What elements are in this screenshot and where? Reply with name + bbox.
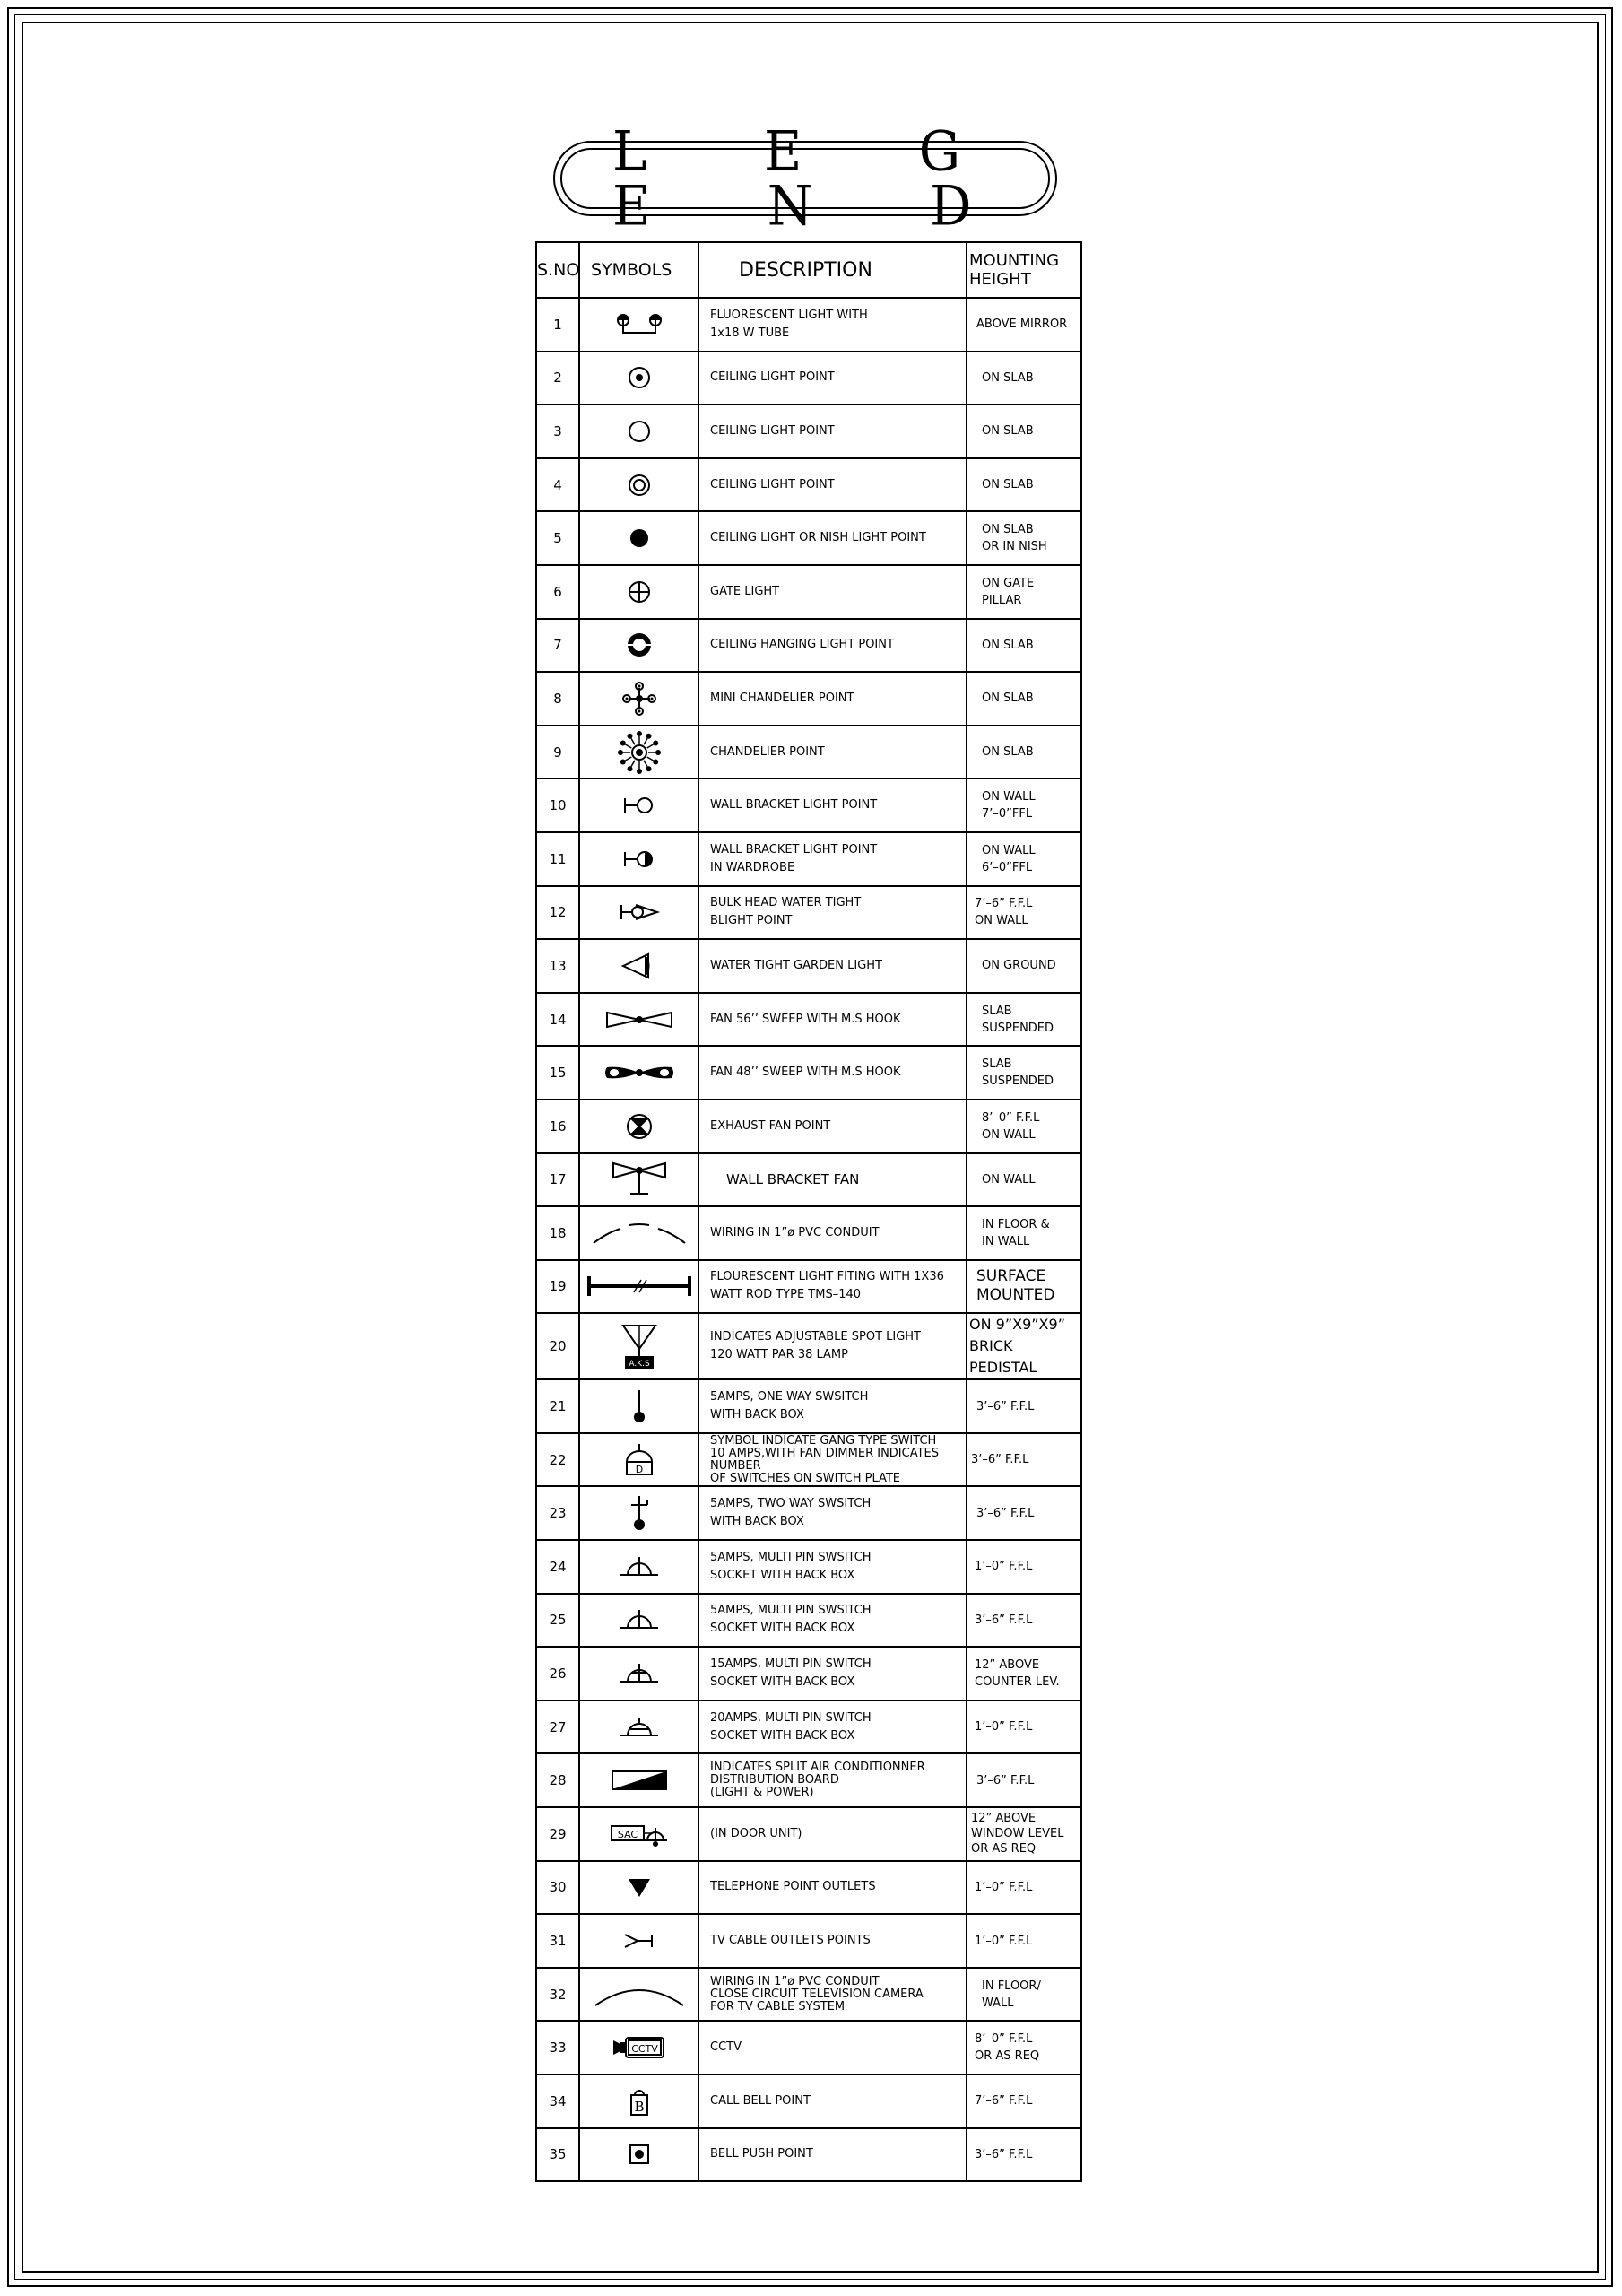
row-mounting-height: 3’–6” F.F.L [967, 1486, 1081, 1540]
table-row [536, 352, 1081, 405]
gate-light-icon [580, 578, 698, 605]
table-row [536, 1647, 1081, 1700]
row-symbol [579, 404, 698, 458]
row-number: 29 [536, 1807, 579, 1861]
row-description: BULK HEAD WATER TIGHT BLIGHT POINT [698, 886, 967, 940]
row-symbol [579, 886, 698, 940]
row-number: 4 [536, 458, 579, 512]
row-mounting-height: ON SLAB [967, 672, 1081, 726]
fan-56-icon [580, 1009, 698, 1031]
tv-outlet-icon [580, 1931, 698, 1951]
cctv-camera-icon [580, 2035, 698, 2060]
row-number: 34 [536, 2074, 579, 2128]
row-symbol [579, 1968, 698, 2022]
row-symbol [579, 1046, 698, 1100]
distribution-board-icon [580, 1769, 698, 1792]
row-number: 9 [536, 726, 579, 779]
svg-text:SAC: SAC [617, 1828, 638, 1840]
table-row [536, 832, 1081, 886]
row-symbol [579, 726, 698, 779]
row-description: CCTV [698, 2021, 967, 2074]
row-description: TV CABLE OUTLETS POINTS [698, 1914, 967, 1968]
ceiling-light-point-double-circle-icon [580, 472, 698, 499]
row-number: 23 [536, 1486, 579, 1540]
table-row [536, 1753, 1081, 1807]
row-description: 5AMPS, MULTI PIN SWSITCH SOCKET WITH BACK BOX [698, 1594, 967, 1648]
table-row [536, 726, 1081, 779]
table-row [536, 404, 1081, 458]
row-number: 35 [536, 2128, 579, 2182]
row-mounting-height: ON 9”X9”X9” BRICK PEDISTAL [967, 1313, 1081, 1379]
split-ac-indoor-icon [580, 1821, 698, 1848]
exhaust-fan-icon [580, 1112, 698, 1141]
row-mounting-height: 3’–6” F.F.L [967, 1379, 1081, 1433]
row-description: 5AMPS, MULTI PIN SWSITCH SOCKET WITH BACK BOX [698, 1540, 967, 1594]
row-description: FAN 48’’ SWEEP WITH M.S HOOK [698, 1046, 967, 1100]
row-mounting-height: 1’–0” F.F.L [967, 1861, 1081, 1915]
row-description: WALL BRACKET LIGHT POINT [698, 778, 967, 832]
bulk-head-light-icon [580, 900, 698, 925]
row-symbol [579, 1647, 698, 1700]
row-mounting-height: ON SLAB [967, 404, 1081, 458]
row-symbol [579, 1206, 698, 1260]
svg-text:A.K.S: A.K.S [628, 1360, 650, 1370]
row-description: TELEPHONE POINT OUTLETS [698, 1861, 967, 1915]
row-symbol [579, 298, 698, 352]
table-row [536, 619, 1081, 673]
row-mounting-height: 1’–0” F.F.L [967, 1700, 1081, 1754]
row-number: 27 [536, 1700, 579, 1754]
row-number: 28 [536, 1753, 579, 1807]
row-mounting-height: ON SLAB OR IN NISH [967, 511, 1081, 565]
table-row [536, 1914, 1081, 1968]
row-number: 26 [536, 1647, 579, 1700]
row-symbol [579, 1486, 698, 1540]
ceiling-hanging-light-icon [580, 631, 698, 659]
table-row [536, 1486, 1081, 1540]
row-number: 7 [536, 619, 579, 673]
row-mounting-height: 12” ABOVE COUNTER LEV. [967, 1647, 1081, 1700]
row-mounting-height: 1’–0” F.F.L [967, 1914, 1081, 1968]
row-description: FLOURESCENT LIGHT FITING WITH 1X36 WATT ROD TYPE TMS–140 [698, 1260, 967, 1314]
ceiling-light-point-circle-icon [580, 418, 698, 445]
row-mounting-height: IN FLOOR & IN WALL [967, 1206, 1081, 1260]
row-symbol [579, 2074, 698, 2128]
row-number: 3 [536, 404, 579, 458]
row-number: 1 [536, 298, 579, 352]
legend-table [535, 241, 1082, 2182]
row-symbol [579, 352, 698, 405]
row-symbol [579, 1379, 698, 1433]
row-description: INDICATES SPLIT AIR CONDITIONNER DISTRIBUTION BOARD (LIGHT & POWER) [698, 1753, 967, 1807]
row-mounting-height: SLAB SUSPENDED [967, 993, 1081, 1047]
row-mounting-height: ON SLAB [967, 726, 1081, 779]
table-row [536, 565, 1081, 619]
row-description: CEILING LIGHT POINT [698, 404, 967, 458]
chandelier-icon [580, 729, 698, 776]
row-number: 10 [536, 778, 579, 832]
table-row [536, 1260, 1081, 1314]
row-symbol [579, 939, 698, 993]
row-number: 13 [536, 939, 579, 993]
row-mounting-height: ABOVE MIRROR [967, 298, 1081, 352]
table-row [536, 2074, 1081, 2128]
row-description: WIRING IN 1”ø PVC CONDUIT CLOSE CIRCUIT TELEVISION CAMERA FOR TV CABLE SYSTEM [698, 1968, 967, 2022]
conduit-arc-icon [580, 1980, 698, 2009]
row-symbol [579, 1700, 698, 1754]
row-number: 22 [536, 1433, 579, 1487]
row-description: CALL BELL POINT [698, 2074, 967, 2128]
row-description: WIRING IN 1”ø PVC CONDUIT [698, 1206, 967, 1260]
row-mounting-height: ON GROUND [967, 939, 1081, 993]
row-symbol [579, 832, 698, 886]
header-description: DESCRIPTION [698, 242, 967, 298]
table-row [536, 1206, 1081, 1260]
row-number: 16 [536, 1100, 579, 1153]
row-symbol [579, 2021, 698, 2074]
header-row [536, 242, 1081, 298]
table-row [536, 993, 1081, 1047]
telephone-outlet-icon [580, 1875, 698, 1899]
row-number: 12 [536, 886, 579, 940]
row-number: 20 [536, 1313, 579, 1379]
row-description: 5AMPS, ONE WAY SWSITCH WITH BACK BOX [698, 1379, 967, 1433]
table-row [536, 1433, 1081, 1487]
row-mounting-height: 8’–0” F.F.L OR AS REQ [967, 2021, 1081, 2074]
row-symbol [579, 2128, 698, 2182]
row-mounting-height: 12” ABOVE WINDOW LEVEL OR AS REQ [967, 1807, 1081, 1861]
row-description: 5AMPS, TWO WAY SWSITCH WITH BACK BOX [698, 1486, 967, 1540]
row-mounting-height: ON SLAB [967, 458, 1081, 512]
fan-48-icon [580, 1062, 698, 1083]
row-mounting-height: IN FLOOR/ WALL [967, 1968, 1081, 2022]
row-symbol [579, 993, 698, 1047]
table-row [536, 1313, 1081, 1379]
spot-light-icon [580, 1322, 698, 1370]
row-description: SYMBOL INDICATE GANG TYPE SWITCH 10 AMPS,WITH FAN DIMMER INDICATES NUMBER OF SWITCHES ON SWITCH PLATE [698, 1433, 967, 1487]
table-row [536, 1700, 1081, 1754]
row-description: FAN 56’’ SWEEP WITH M.S HOOK [698, 993, 967, 1047]
row-mounting-height: ON WALL [967, 1153, 1081, 1207]
row-symbol [579, 1313, 698, 1379]
row-number: 6 [536, 565, 579, 619]
row-symbol [579, 511, 698, 565]
row-mounting-height: 1’–0” F.F.L [967, 1540, 1081, 1594]
socket-20a-icon [580, 1714, 698, 1741]
mini-chandelier-icon [580, 681, 698, 717]
row-number: 5 [536, 511, 579, 565]
multi-pin-socket-icon [580, 1553, 698, 1580]
row-description: MINI CHANDELIER POINT [698, 672, 967, 726]
row-symbol [579, 1914, 698, 1968]
row-number: 21 [536, 1379, 579, 1433]
call-bell-icon [580, 2086, 698, 2117]
svg-text:D: D [635, 1463, 643, 1475]
header-sno: S.NO [536, 242, 579, 298]
table-row [536, 511, 1081, 565]
row-number: 8 [536, 672, 579, 726]
row-mounting-height: 3’–6” F.F.L [967, 1594, 1081, 1648]
socket-15a-icon [580, 1660, 698, 1687]
row-symbol [579, 1753, 698, 1807]
row-symbol [579, 778, 698, 832]
table-row [536, 939, 1081, 993]
row-symbol [579, 672, 698, 726]
row-mounting-height: ON SLAB [967, 352, 1081, 405]
row-description: CEILING HANGING LIGHT POINT [698, 619, 967, 673]
table-row [536, 298, 1081, 352]
row-symbol [579, 619, 698, 673]
row-symbol [579, 1100, 698, 1153]
gang-switch-icon [580, 1442, 698, 1478]
table-row [536, 672, 1081, 726]
row-number: 19 [536, 1260, 579, 1314]
wall-bracket-light-wardrobe-icon [580, 848, 698, 870]
row-symbol [579, 458, 698, 512]
row-mounting-height: ON SLAB [967, 619, 1081, 673]
header-mounting-height: MOUNTING HEIGHT [967, 242, 1081, 298]
row-description: CEILING LIGHT POINT [698, 352, 967, 405]
row-mounting-height: 3’–6” F.F.L [967, 2128, 1081, 2182]
row-description: GATE LIGHT [698, 565, 967, 619]
row-number: 14 [536, 993, 579, 1047]
multi-pin-socket-icon [580, 1606, 698, 1633]
row-description: INDICATES ADJUSTABLE SPOT LIGHT 120 WATT PAR 38 LAMP [698, 1313, 967, 1379]
row-symbol [579, 1153, 698, 1207]
table-row [536, 2021, 1081, 2074]
svg-text:B: B [633, 2098, 645, 2115]
svg-text:CCTV: CCTV [630, 2043, 658, 2056]
row-number: 24 [536, 1540, 579, 1594]
table-row [536, 1379, 1081, 1433]
table-row [536, 1861, 1081, 1915]
row-mounting-height: ON WALL 6’–0”FFL [967, 832, 1081, 886]
row-mounting-height: ON WALL 7’–0”FFL [967, 778, 1081, 832]
row-number: 30 [536, 1861, 579, 1915]
row-mounting-height: 3’–6” F.F.L [967, 1753, 1081, 1807]
row-description: CEILING LIGHT POINT [698, 458, 967, 512]
row-description: 20AMPS, MULTI PIN SWITCH SOCKET WITH BACK BOX [698, 1700, 967, 1754]
row-number: 32 [536, 1968, 579, 2022]
row-symbol [579, 1807, 698, 1861]
row-mounting-height: SLAB SUSPENDED [967, 1046, 1081, 1100]
table-row [536, 1153, 1081, 1207]
bell-push-icon [580, 2143, 698, 2166]
row-number: 15 [536, 1046, 579, 1100]
fluorescent-light-icon [580, 309, 698, 340]
garden-light-icon [580, 951, 698, 981]
row-number: 2 [536, 352, 579, 405]
row-mounting-height: SURFACE MOUNTED [967, 1260, 1081, 1314]
one-way-switch-icon [580, 1387, 698, 1426]
row-mounting-height: ON GATE PILLAR [967, 565, 1081, 619]
conduit-wiring-icon [580, 1220, 698, 1247]
row-number: 11 [536, 832, 579, 886]
legend-title: L E G E N D [612, 118, 1022, 239]
row-symbol [579, 1433, 698, 1487]
row-description: CHANDELIER POINT [698, 726, 967, 779]
table-row [536, 2128, 1081, 2182]
table-row [536, 1968, 1081, 2022]
row-symbol [579, 1260, 698, 1314]
row-description: WATER TIGHT GARDEN LIGHT [698, 939, 967, 993]
row-description: BELL PUSH POINT [698, 2128, 967, 2182]
row-number: 31 [536, 1914, 579, 1968]
wall-bracket-fan-icon [580, 1160, 698, 1199]
row-description: WALL BRACKET LIGHT POINT IN WARDROBE [698, 832, 967, 886]
table-row [536, 778, 1081, 832]
row-description: 15AMPS, MULTI PIN SWITCH SOCKET WITH BACK BOX [698, 1647, 967, 1700]
row-symbol [579, 565, 698, 619]
row-description: FLUORESCENT LIGHT WITH 1x18 W TUBE [698, 298, 967, 352]
table-row [536, 458, 1081, 512]
table-row [536, 1100, 1081, 1153]
row-number: 17 [536, 1153, 579, 1207]
row-mounting-height: 8’–0” F.F.L ON WALL [967, 1100, 1081, 1153]
wall-bracket-light-icon [580, 795, 698, 816]
legend-body [536, 298, 1081, 2181]
two-way-switch-icon [580, 1492, 698, 1534]
row-number: 18 [536, 1206, 579, 1260]
table-row [536, 1807, 1081, 1861]
row-symbol [579, 1540, 698, 1594]
legend-title-box [553, 118, 1057, 239]
filled-circle-icon [580, 525, 698, 552]
row-number: 25 [536, 1594, 579, 1648]
row-mounting-height: 3’–6” F.F.L [967, 1433, 1081, 1487]
row-mounting-height: 7’–6” F.F.L ON WALL [967, 886, 1081, 940]
ceiling-light-point-dot-icon [580, 364, 698, 391]
table-row [536, 886, 1081, 940]
row-description: WALL BRACKET FAN [698, 1153, 967, 1207]
row-number: 33 [536, 2021, 579, 2074]
header-symbols: SYMBOLS [579, 242, 698, 298]
table-row [536, 1594, 1081, 1648]
row-description: EXHAUST FAN POINT [698, 1100, 967, 1153]
table-row [536, 1540, 1081, 1594]
rod-light-icon [580, 1273, 698, 1300]
table-row [536, 1046, 1081, 1100]
row-symbol [579, 1861, 698, 1915]
row-mounting-height: 7’–6” F.F.L [967, 2074, 1081, 2128]
row-description: (IN DOOR UNIT) [698, 1807, 967, 1861]
row-symbol [579, 1594, 698, 1648]
row-description: CEILING LIGHT OR NISH LIGHT POINT [698, 511, 967, 565]
